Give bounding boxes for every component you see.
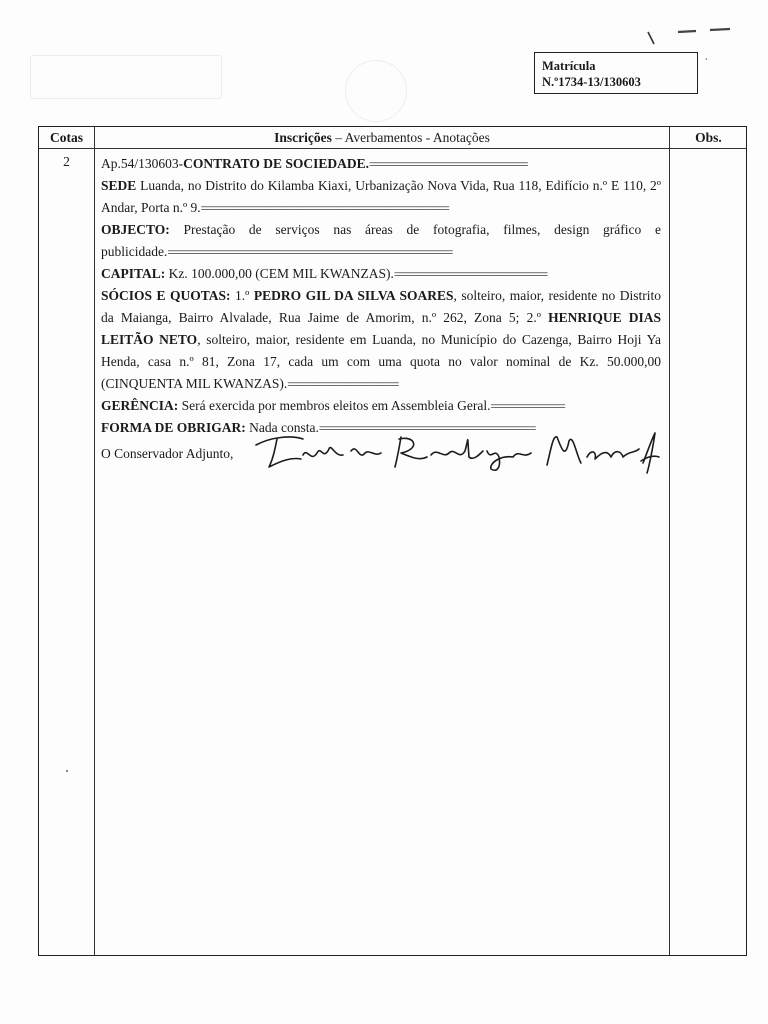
faded-stamp bbox=[30, 55, 222, 99]
entry-ap-number: Ap.54/130603- bbox=[101, 156, 184, 171]
entry-gerencia bbox=[101, 395, 661, 417]
filler: ===================== bbox=[287, 377, 398, 391]
forma-label: FORMA DE OBRIGAR: bbox=[101, 420, 246, 435]
entry-socios bbox=[101, 285, 661, 395]
register-table bbox=[38, 126, 747, 956]
conservador-label: O Conservador Adjunto, bbox=[101, 446, 234, 461]
handwritten-signature bbox=[251, 427, 661, 475]
filler: ========================================= bbox=[318, 421, 535, 435]
filler: ============================== bbox=[369, 157, 528, 171]
socio-1-name: PEDRO GIL DA SILVA SOARES bbox=[253, 288, 454, 303]
gerencia-text: Será exercida por membros eleitos em Assembleia Geral. bbox=[178, 398, 491, 413]
cota-number: 2 bbox=[63, 154, 70, 169]
header-cotas: Cotas bbox=[50, 130, 83, 145]
speck bbox=[66, 770, 68, 772]
entry-line-contract bbox=[101, 153, 661, 175]
header-inscricoes-rest: – Averbamentos - Anotações bbox=[331, 130, 490, 145]
forma-text: Nada consta. bbox=[245, 420, 319, 435]
socios-text: , solteiro, maior, residente no Distrito da Maianga, Bairro Alvalade, Rua Jaime de Amorim, n.º 262, Zona 5; 2.º bbox=[101, 288, 662, 325]
socios-text: , solteiro, maior, residente em Luanda, no Município do Cazenga, Bairro Hoji Ya Henda, casa n.º 81, Zona 17, cada um com uma quota no valor nominal de Kz. 50.000,00 (CINQUENTA MIL KWANZAS). bbox=[101, 332, 661, 391]
filler: ============== bbox=[490, 399, 565, 413]
entry-sede bbox=[101, 175, 661, 219]
column-divider bbox=[94, 127, 95, 955]
table-header bbox=[39, 127, 746, 149]
socio-2-name: HENRIQUE DIAS LEITÃO NETO bbox=[101, 310, 661, 347]
socios-label: SÓCIOS E QUOTAS: bbox=[101, 288, 231, 303]
header-obs: Obs. bbox=[695, 130, 722, 145]
socios-text: 1.º bbox=[230, 288, 254, 303]
capital-text: Kz. 100.000,00 (CEM MIL KWANZAS). bbox=[165, 266, 394, 281]
sede-label: SEDE bbox=[101, 178, 137, 193]
header-inscricoes-bold: Inscrições bbox=[274, 130, 332, 145]
entry-objecto bbox=[101, 219, 661, 263]
header-inscricoes bbox=[95, 130, 669, 146]
faded-seal bbox=[345, 60, 407, 122]
registry-entry bbox=[101, 153, 661, 473]
matricula-label: Matrícula bbox=[542, 59, 596, 73]
entry-contract-title: CONTRATO DE SOCIEDADE. bbox=[183, 156, 370, 171]
signature-line bbox=[101, 439, 661, 473]
matricula-box bbox=[534, 52, 698, 94]
filler: ============================= bbox=[393, 267, 547, 281]
entry-capital bbox=[101, 263, 661, 285]
gerencia-label: GERÊNCIA: bbox=[101, 398, 179, 413]
capital-label: CAPITAL: bbox=[101, 266, 166, 281]
objecto-label: OBJECTO: bbox=[101, 222, 170, 237]
filler: ====================================================== bbox=[167, 245, 452, 259]
column-divider bbox=[669, 127, 670, 955]
filler: =============================================== bbox=[200, 201, 449, 215]
sede-text: Luanda, no Distrito do Kilamba Kiaxi, Urbanização Nova Vida, Rua 118, Edifício n.º E 110, 2º Andar, Porta n.º 9. bbox=[101, 178, 661, 215]
objecto-text: Prestação de serviços nas áreas de fotografia, filmes, design gráfico e publicidade. bbox=[101, 222, 661, 259]
matricula-number: N.º1734-13/130603 bbox=[542, 75, 641, 89]
